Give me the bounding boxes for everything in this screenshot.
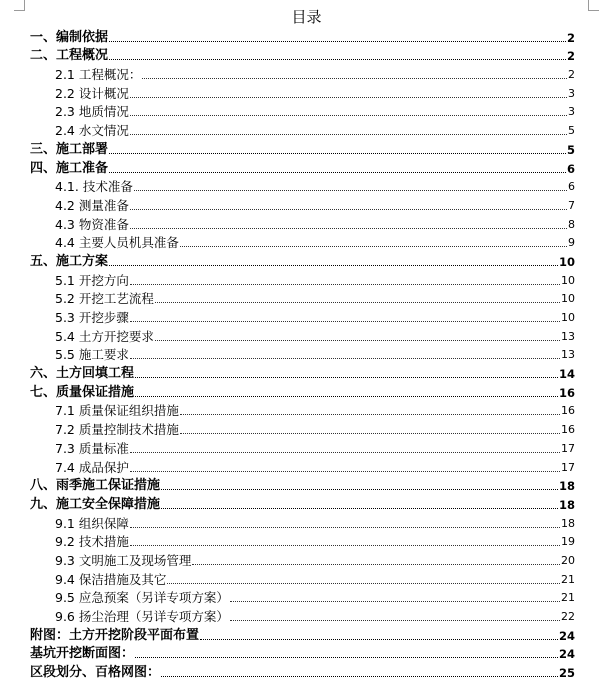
toc-entry-chapter[interactable] xyxy=(30,644,575,663)
toc-page-number: 21 xyxy=(561,572,575,586)
toc-entry-text: 基坑开挖断面图： xyxy=(30,646,135,662)
toc-entry-text: 9.1 组织保障 xyxy=(55,515,129,531)
toc-page-number: 13 xyxy=(561,348,575,362)
toc-entry-section[interactable] xyxy=(55,606,575,625)
toc-dot-leader xyxy=(142,78,567,79)
toc-entry-text: 六、土方回填工程 xyxy=(30,366,135,382)
toc-entry-section[interactable] xyxy=(55,457,575,476)
toc-entry-text: 4.3 物资准备 xyxy=(55,216,129,232)
toc-page-number: 17 xyxy=(561,441,575,455)
toc-entry-text: 七、质量保证措施 xyxy=(30,384,135,400)
toc-dot-leader xyxy=(135,396,558,397)
toc-page-number: 3 xyxy=(568,105,575,119)
toc-entry-section[interactable] xyxy=(55,233,575,252)
toc-dot-leader xyxy=(192,564,560,565)
toc-page-number: 25 xyxy=(558,666,575,681)
toc-page-number: 18 xyxy=(558,479,575,494)
toc-dot-leader xyxy=(161,508,558,509)
toc-entry-chapter[interactable] xyxy=(30,46,575,65)
toc-entry-section[interactable] xyxy=(55,83,575,102)
toc-entry-chapter[interactable] xyxy=(30,625,575,644)
toc-dot-leader xyxy=(180,246,567,247)
toc-dot-leader xyxy=(161,489,558,490)
toc-page-number: 5 xyxy=(566,142,575,157)
toc-dot-leader xyxy=(130,452,560,453)
toc-entry-text: 四、施工准备 xyxy=(30,160,109,176)
toc-entry-text: 五、施工方案 xyxy=(30,253,109,269)
toc-page-number: 18 xyxy=(558,497,575,512)
toc-dot-leader xyxy=(130,321,560,322)
toc-page-number: 22 xyxy=(561,610,575,623)
toc-page-number: 18 xyxy=(561,516,575,530)
toc-entry-text: 7.2 质量控制技术措施 xyxy=(55,422,179,438)
toc-dot-leader xyxy=(180,414,560,415)
toc-entry-text: 9.4 保洁措施及其它 xyxy=(55,571,167,587)
toc-dot-leader xyxy=(109,41,566,42)
toc-dot-leader xyxy=(200,639,558,640)
toc-entry-section[interactable] xyxy=(55,532,575,551)
toc-dot-leader xyxy=(130,284,560,285)
toc-page-number: 16 xyxy=(558,385,575,400)
toc-entry-text: 三、施工部署 xyxy=(30,141,109,157)
toc-dot-leader xyxy=(130,115,567,116)
toc-entry-chapter[interactable] xyxy=(30,662,575,681)
toc-entry-text: 5.5 施工要求 xyxy=(55,347,129,363)
toc-page-number: 10 xyxy=(561,292,575,306)
toc-dot-leader xyxy=(180,433,560,434)
toc-page-number: 6 xyxy=(566,161,575,176)
toc-entry-section[interactable] xyxy=(55,401,575,420)
toc-entry-section[interactable] xyxy=(55,550,575,569)
toc-dot-leader xyxy=(130,228,567,229)
toc-entry-chapter[interactable] xyxy=(30,382,575,401)
toc-entry-text: 2.2 设计概况 xyxy=(55,85,129,101)
toc-entry-section[interactable] xyxy=(55,120,575,139)
toc-entry-text: 2.1 工程概况： xyxy=(55,67,142,83)
toc-entry-section[interactable] xyxy=(55,438,575,457)
toc-entry-text: 二、工程概况 xyxy=(30,48,109,64)
toc-entry-section[interactable] xyxy=(55,195,575,214)
toc-entry-text: 5.2 开挖工艺流程 xyxy=(55,291,154,307)
toc-dot-leader xyxy=(130,471,560,472)
toc-dot-leader xyxy=(230,620,560,621)
toc-entry-text: 一、编制依据 xyxy=(30,29,109,45)
toc-entry-section[interactable] xyxy=(55,307,575,326)
toc-dot-leader xyxy=(109,172,566,173)
toc-entry-section[interactable] xyxy=(55,102,575,121)
toc-entry-chapter[interactable] xyxy=(30,27,575,46)
toc-page-number: 24 xyxy=(558,647,575,662)
toc-page-number: 6 xyxy=(568,180,575,194)
toc-page-number: 2 xyxy=(568,68,575,82)
toc-entry-text: 9.2 技术措施 xyxy=(55,534,129,550)
toc-entry-chapter[interactable] xyxy=(30,158,575,177)
toc-page-number: 13 xyxy=(561,329,575,343)
toc-page-number: 7 xyxy=(568,198,575,212)
toc-entry-text: 7.3 质量标准 xyxy=(55,440,129,456)
toc-entry-text: 附图：土方开挖阶段平面布置 xyxy=(30,627,200,643)
toc-entry-text: 4.1. 技术准备 xyxy=(55,179,133,195)
toc-entry-chapter[interactable] xyxy=(30,494,575,513)
table-of-contents xyxy=(0,27,613,681)
toc-page-number: 24 xyxy=(558,628,575,643)
toc-page-number: 16 xyxy=(561,404,575,418)
toc-page-number: 9 xyxy=(568,236,575,250)
toc-entry-section[interactable] xyxy=(55,289,575,308)
toc-dot-leader xyxy=(155,302,560,303)
toc-dot-leader xyxy=(130,527,560,528)
toc-entry-section[interactable] xyxy=(55,270,575,289)
toc-entry-text: 5.3 开挖步骤 xyxy=(55,310,129,325)
toc-entry-section[interactable] xyxy=(55,64,575,83)
toc-page-number: 3 xyxy=(568,86,575,100)
toc-entry-chapter[interactable] xyxy=(30,476,575,495)
toc-dot-leader xyxy=(230,601,560,602)
toc-entry-chapter[interactable] xyxy=(30,363,575,382)
toc-page-number: 16 xyxy=(561,423,575,437)
toc-entry-section[interactable] xyxy=(55,588,575,607)
toc-title: 目录 xyxy=(291,8,322,26)
toc-page-number: 20 xyxy=(561,553,575,567)
toc-entry-text: 7.1 质量保证组织措施 xyxy=(55,403,179,419)
toc-dot-leader xyxy=(135,377,558,378)
toc-dot-leader xyxy=(109,59,566,60)
toc-entry-section[interactable] xyxy=(55,214,575,233)
toc-entry-text: 八、雨季施工保证措施 xyxy=(30,478,161,494)
toc-dot-leader xyxy=(155,340,560,341)
toc-page-number: 10 xyxy=(561,311,575,324)
toc-page-number: 14 xyxy=(558,367,575,382)
toc-entry-text: 4.2 测量准备 xyxy=(55,197,129,213)
toc-entry-chapter[interactable] xyxy=(30,251,575,270)
toc-page-number: 10 xyxy=(561,273,575,287)
toc-dot-leader xyxy=(130,97,567,98)
toc-entry-text: 区段划分、百格网图： xyxy=(30,665,161,681)
toc-page-number: 17 xyxy=(561,460,575,474)
toc-dot-leader xyxy=(134,190,567,191)
toc-entry-section[interactable] xyxy=(55,569,575,588)
toc-dot-leader xyxy=(167,583,560,584)
toc-dot-leader xyxy=(161,676,558,677)
toc-entry-text: 九、施工安全保障措施 xyxy=(30,496,161,512)
toc-dot-leader xyxy=(135,657,558,658)
toc-page-number: 5 xyxy=(568,124,575,138)
toc-dot-leader xyxy=(130,545,560,546)
toc-entry-section[interactable] xyxy=(55,177,575,196)
toc-page-number: 21 xyxy=(561,591,575,605)
toc-entry-text: 2.4 水文情况 xyxy=(55,123,129,139)
toc-entry-text: 2.3 地质情况 xyxy=(55,104,129,120)
toc-entry-text: 4.4 主要人员机具准备 xyxy=(55,235,179,251)
toc-page-number: 8 xyxy=(568,217,575,231)
toc-dot-leader xyxy=(109,265,558,266)
toc-entry-text: 9.3 文明施工及现场管理 xyxy=(55,552,192,568)
toc-entry-section[interactable] xyxy=(55,326,575,345)
toc-dot-leader xyxy=(130,358,560,359)
toc-entry-section[interactable] xyxy=(55,513,575,532)
toc-entry-section[interactable] xyxy=(55,419,575,438)
toc-entry-section[interactable] xyxy=(55,345,575,364)
toc-page-number: 2 xyxy=(566,30,575,45)
toc-dot-leader xyxy=(130,134,567,135)
toc-page-number: 2 xyxy=(566,49,575,64)
toc-dot-leader xyxy=(130,209,567,210)
toc-entry-text: 5.4 土方开挖要求 xyxy=(55,328,154,344)
toc-page-number: 10 xyxy=(558,254,575,269)
toc-page-number: 19 xyxy=(561,535,575,549)
toc-entry-text: 9.5 应急预案（另详专项方案） xyxy=(55,590,229,606)
toc-entry-text: 7.4 成品保护 xyxy=(55,459,129,475)
toc-entry-text: 5.1 开挖方向 xyxy=(55,272,129,288)
toc-entry-text: 9.6 扬尘治理（另详专项方案） xyxy=(55,609,229,624)
toc-dot-leader xyxy=(109,153,566,154)
toc-entry-chapter[interactable] xyxy=(30,139,575,158)
